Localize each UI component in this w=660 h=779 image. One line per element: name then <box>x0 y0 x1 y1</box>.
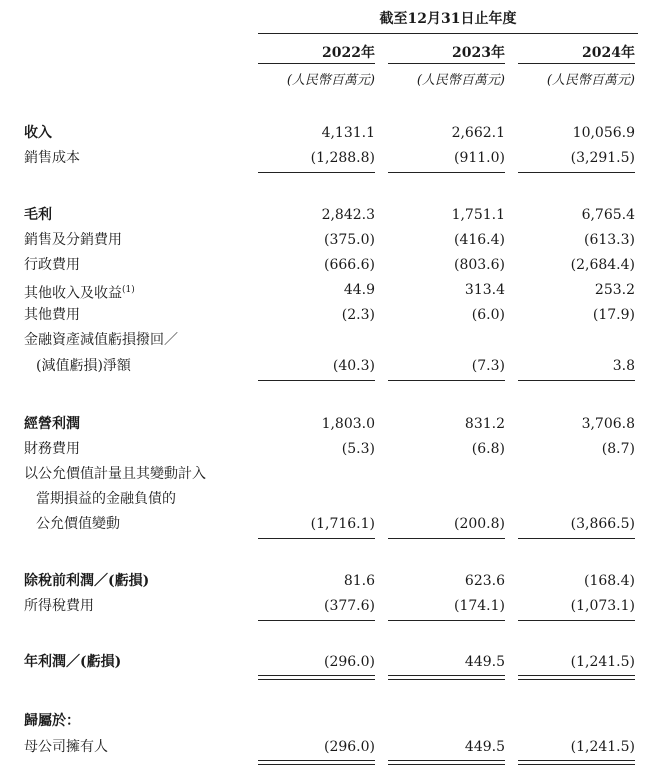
admin-expenses-2022: (666.6) <box>323 257 375 273</box>
impairment-2024: 3.8 <box>612 358 635 374</box>
impairment-2022: (40.3) <box>332 358 375 374</box>
profit-before-tax-2024: (168.4) <box>583 573 635 589</box>
row-label-attributable-to: 歸屬於： <box>24 713 80 729</box>
income-tax-2022: (377.6) <box>323 598 375 614</box>
row-label-owners-of-parent: 母公司擁有人 <box>24 739 108 755</box>
other-expenses-2023: (6.0) <box>471 307 505 323</box>
total-double-rule <box>388 760 505 765</box>
fair-value-2024: (3,866.5) <box>570 516 635 532</box>
row-label-gross-profit: 毛利 <box>24 207 52 223</box>
operating-profit-2023: 831.2 <box>464 416 505 432</box>
row-label-admin-expenses: 行政費用 <box>24 257 80 273</box>
owners-of-parent-2024: (1,241.5) <box>570 739 635 755</box>
year-rule-2024 <box>518 63 635 64</box>
total-double-rule <box>258 675 375 680</box>
row-label-fair-value-line2: 當期損益的金融負債的 <box>36 491 176 507</box>
selling-expenses-2024: (613.3) <box>583 232 635 248</box>
profit-for-year-2024: (1,241.5) <box>570 654 635 670</box>
profit-before-tax-2022: 81.6 <box>343 573 375 589</box>
subtotal-rule <box>518 538 635 539</box>
footnote-marker: (1) <box>122 285 135 295</box>
row-label-fair-value-line3: 公允價值變動 <box>36 516 120 532</box>
operating-profit-2022: 1,803.0 <box>321 416 375 432</box>
row-label-profit-before-tax: 除稅前利潤／(虧損) <box>24 573 150 589</box>
year-rule-2023 <box>388 63 505 64</box>
other-income-2024: 253.2 <box>594 282 635 298</box>
revenue-2023: 2,662.1 <box>451 125 505 141</box>
income-tax-2023: (174.1) <box>453 598 505 614</box>
row-label-operating-profit: 經營利潤 <box>24 416 80 432</box>
other-income-2022: 44.9 <box>343 282 375 298</box>
row-label-profit-for-year: 年利潤／(虧損) <box>24 654 122 670</box>
gross-profit-2024: 6,765.4 <box>581 207 635 223</box>
profit-for-year-2023: 449.5 <box>464 654 505 670</box>
row-label-cost-of-sales: 銷售成本 <box>24 150 80 166</box>
admin-expenses-2024: (2,684.4) <box>570 257 635 273</box>
gross-profit-2023: 1,751.1 <box>451 207 505 223</box>
row-label-fair-value-line1: 以公允價值計量且其變動計入 <box>24 466 206 482</box>
row-label-other-income <box>24 281 135 303</box>
year-2024-header: 2024年 <box>582 45 635 61</box>
fair-value-2022: (1,716.1) <box>310 516 375 532</box>
owners-of-parent-2023: 449.5 <box>464 739 505 755</box>
subtotal-rule <box>388 172 505 173</box>
row-label-impairment-line1: 金融資產減值虧損撥回／ <box>24 332 178 348</box>
subtotal-rule <box>388 380 505 381</box>
selling-expenses-2023: (416.4) <box>453 232 505 248</box>
gross-profit-2022: 2,842.3 <box>321 207 375 223</box>
total-double-rule <box>518 760 635 765</box>
selling-expenses-2022: (375.0) <box>323 232 375 248</box>
year-2022-header: 2022年 <box>322 45 375 61</box>
subtotal-rule <box>388 538 505 539</box>
unit-label-2024: (人民幣百萬元) <box>546 73 635 88</box>
other-expenses-2022: (2.3) <box>341 307 375 323</box>
year-2023-header: 2023年 <box>452 45 505 61</box>
row-label-revenue: 收入 <box>24 125 52 141</box>
cost-of-sales-2024: (3,291.5) <box>570 150 635 166</box>
admin-expenses-2023: (803.6) <box>453 257 505 273</box>
row-label-finance-costs: 財務費用 <box>24 441 80 457</box>
income-tax-2024: (1,073.1) <box>570 598 635 614</box>
subtotal-rule <box>518 380 635 381</box>
year-rule-2022 <box>258 63 375 64</box>
row-label-impairment-line2: (減值虧損)淨額 <box>36 358 131 374</box>
subtotal-rule <box>258 538 375 539</box>
unit-label-2022: (人民幣百萬元) <box>286 73 375 88</box>
subtotal-rule <box>388 620 505 621</box>
subtotal-rule <box>518 620 635 621</box>
subtotal-rule <box>518 172 635 173</box>
row-label-other-expenses: 其他費用 <box>24 307 80 323</box>
other-income-text: 其他收入及收益 <box>24 285 122 302</box>
period-title: 截至12月31日止年度 <box>379 11 517 27</box>
total-double-rule <box>258 760 375 765</box>
finance-costs-2024: (8.7) <box>601 441 635 457</box>
profit-for-year-2022: (296.0) <box>323 654 375 670</box>
other-income-2023: 313.4 <box>464 282 505 298</box>
row-label-income-tax: 所得稅費用 <box>24 598 94 614</box>
profit-before-tax-2023: 623.6 <box>464 573 505 589</box>
subtotal-rule <box>258 380 375 381</box>
total-double-rule <box>388 675 505 680</box>
revenue-2022: 4,131.1 <box>321 125 375 141</box>
subtotal-rule <box>258 620 375 621</box>
revenue-2024: 10,056.9 <box>572 125 635 141</box>
finance-costs-2022: (5.3) <box>341 441 375 457</box>
other-expenses-2024: (17.9) <box>592 307 635 323</box>
cost-of-sales-2022: (1,288.8) <box>310 150 375 166</box>
finance-costs-2023: (6.8) <box>471 441 505 457</box>
operating-profit-2024: 3,706.8 <box>581 416 635 432</box>
owners-of-parent-2022: (296.0) <box>323 739 375 755</box>
header-rule <box>258 33 638 34</box>
impairment-2023: (7.3) <box>471 358 505 374</box>
total-double-rule <box>518 675 635 680</box>
cost-of-sales-2023: (911.0) <box>453 150 505 166</box>
subtotal-rule <box>258 172 375 173</box>
unit-label-2023: (人民幣百萬元) <box>416 73 505 88</box>
row-label-selling-expenses: 銷售及分銷費用 <box>24 232 122 248</box>
fair-value-2023: (200.8) <box>453 516 505 532</box>
